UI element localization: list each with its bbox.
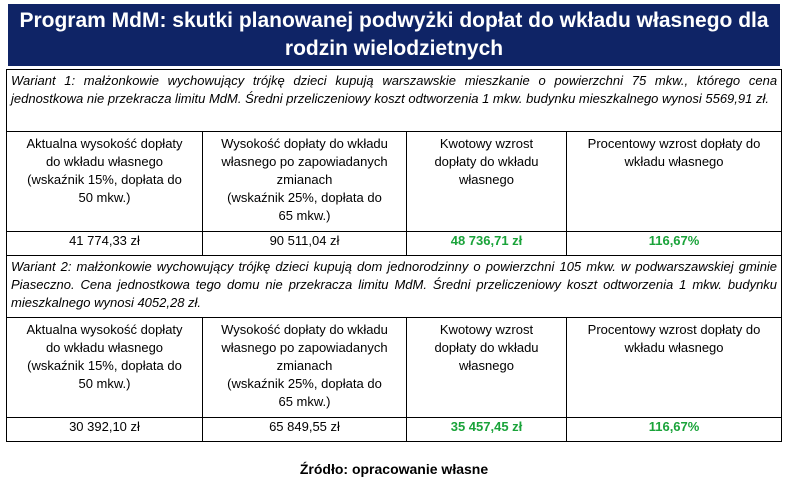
variant-2-row bbox=[7, 256, 782, 318]
page-title: Program MdM: skutki planowanej podwyżki dopłat do wkładu własnego dla rodzin wielodzietnych bbox=[8, 4, 780, 66]
source-note: Źródło: opracowanie własne bbox=[299, 461, 489, 477]
variant-1-current-subsidy: 41 774,33 zł bbox=[7, 232, 203, 256]
column-header-current-subsidy: Aktualna wysokość dopłaty do wkładu własnego (wskaźnik 15%, dopłata do 50 mkw.) bbox=[7, 132, 203, 232]
variant-2-current-subsidy: 30 392,10 zł bbox=[7, 418, 203, 442]
variant-2-header-row bbox=[7, 318, 782, 418]
variant-1-header-row bbox=[7, 132, 782, 232]
variant-2-new-subsidy: 65 849,55 zł bbox=[203, 418, 407, 442]
column-header-current-subsidy: Aktualna wysokość dopłaty do wkładu własnego (wskaźnik 15%, dopłata do 50 mkw.) bbox=[7, 318, 203, 418]
variant-2-percent-increase: 116,67% bbox=[567, 418, 782, 442]
variant-1-amount-increase: 48 736,71 zł bbox=[407, 232, 567, 256]
variant-1-new-subsidy: 90 511,04 zł bbox=[203, 232, 407, 256]
variant-1-row bbox=[7, 70, 782, 132]
column-header-amount-increase: Kwotowy wzrost dopłaty do wkładu własnego bbox=[407, 318, 567, 418]
variant-1-description: Wariant 1: małżonkowie wychowujący trójkę dzieci kupują warszawskie mieszkanie o powierzchni 75 mkw., którego cena jednostkowa nie przekracza limitu MdM. Średni przeliczeniowy koszt odtworzenia 1 mkw. budynku mieszkalnego wynosi 5569,91 zł. bbox=[7, 70, 782, 132]
variant-1-percent-increase: 116,67% bbox=[567, 232, 782, 256]
column-header-new-subsidy: Wysokość dopłaty do wkładu własnego po zapowiadanych zmianach (wskaźnik 25%, dopłata do 65 mkw.) bbox=[203, 318, 407, 418]
column-header-percent-increase: Procentowy wzrost dopłaty do wkładu własnego bbox=[567, 132, 782, 232]
variant-1-values-row bbox=[7, 232, 782, 256]
variant-2-amount-increase: 35 457,45 zł bbox=[407, 418, 567, 442]
column-header-percent-increase: Procentowy wzrost dopłaty do wkładu własnego bbox=[567, 318, 782, 418]
variant-2-values-row bbox=[7, 418, 782, 442]
variant-2-description: Wariant 2: małżonkowie wychowujący trójkę dzieci kupują dom jednorodzinny o powierzchni 105 mkw. w podwarszawskiej gminie Piaseczno. Cena jednostkowa tego domu nie przekracza limitu MdM. Średni przeliczeniowy koszt odtworzenia 1 mkw. budynku mieszkalnego wynosi 4052,28 zł. bbox=[7, 256, 782, 318]
column-header-new-subsidy: Wysokość dopłaty do wkładu własnego po zapowiadanych zmianach (wskaźnik 25%, dopłata do 65 mkw.) bbox=[203, 132, 407, 232]
comparison-table bbox=[6, 69, 782, 442]
column-header-amount-increase: Kwotowy wzrost dopłaty do wkładu własnego bbox=[407, 132, 567, 232]
